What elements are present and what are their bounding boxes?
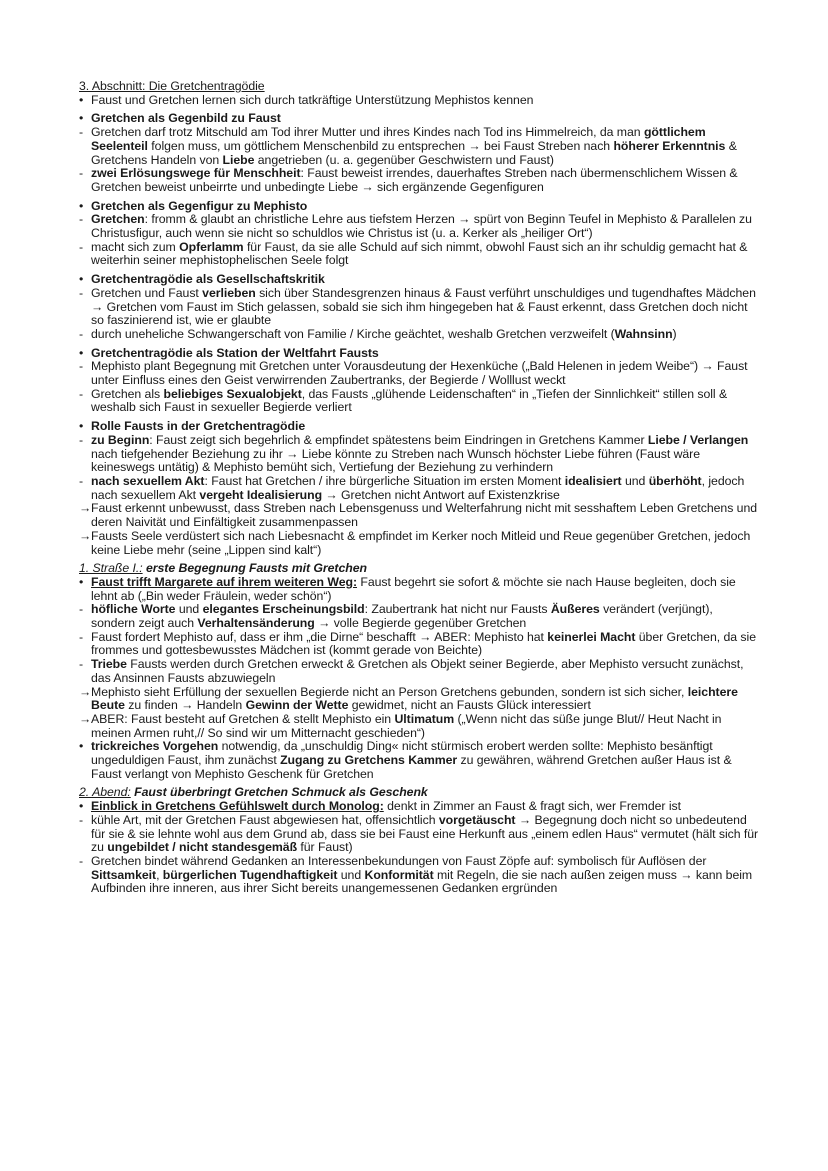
text-run: Einblick in Gretchens Gefühlswelt durch Monolog: [91, 799, 384, 814]
bullet-item [79, 740, 759, 781]
text-run: Gretchen und Faust [91, 285, 203, 300]
arrow-marker-icon: → [79, 711, 92, 726]
dash-item [79, 475, 759, 502]
text-run: bürgerlichen Tugendhaftigkeit [162, 867, 338, 882]
text-run: („Wenn nicht das süße junge Blut// Heut Nacht in meinen Armen ruht,// So sind wir um Mitternacht geschieden“) [91, 711, 722, 740]
bullet-marker-icon: • [79, 198, 84, 213]
text-run: über Gretchen, da sie frommes und gottesbewusstes Mädchen ist (kommt gerade von Beichte) [91, 629, 756, 658]
text-run: leichtere Beute [91, 684, 738, 713]
bullet-item [79, 800, 759, 814]
text-run: nach sexuellem Akt [91, 473, 205, 488]
dash-marker-icon: - [79, 657, 84, 672]
text-run: Liebe [222, 152, 255, 167]
dash-item [79, 434, 759, 475]
dash-item [79, 631, 759, 658]
text-run: Triebe [91, 657, 127, 672]
text-run: ) [672, 326, 677, 341]
text-run: Gretchen darf trotz Mitschuld am Tod ihrer Mutter und ihres Kindes nach Tod ins Himmelreich, da man [91, 125, 644, 140]
text-run: höherer Erkenntnis [613, 138, 726, 153]
dash-marker-icon: - [79, 166, 84, 181]
section-heading [79, 80, 759, 94]
dash-marker-icon: - [79, 285, 84, 300]
bullet-item [79, 273, 759, 287]
dash-marker-icon: - [79, 629, 84, 644]
bullet-item [79, 112, 759, 126]
text-run: Rolle Fausts in der Gretchentragödie [91, 419, 306, 434]
text-run: und [621, 473, 649, 488]
text-run: überhöht [648, 473, 702, 488]
text-run: Gretchen als Gegenbild zu Faust [91, 111, 281, 126]
text-run: : fromm & glaubt an christliche Lehre aus tiefstem Herzen → spürt von Beginn Teufel in Mephisto & Parallelen zu Christusfigur, auch wenn sie nicht so schuldlos wie Christus ist (u. a. Kerker als „heiliger Ort“) [91, 212, 752, 241]
text-run: Faust und Gretchen lernen sich durch tatkräftige Unterstützung Mephistos kennen [91, 92, 534, 107]
text-run: elegantes Erscheinungsbild [202, 602, 365, 617]
text-run: Ultimatum [394, 711, 455, 726]
dash-marker-icon: - [79, 812, 84, 827]
text-run: sich über Standesgrenzen hinaus & Faust verführt unschuldiges und tugendhaftes Mädchen → Gretchen vom Faust im Stich gelassen, sobald sie sich ihm hingegeben hat & Faust erkennt, dass Gretchen doch nicht so faszinierend ist, wie er glaubte [91, 285, 756, 328]
text-run: : Faust beweist irrendes, dauerhaftes Streben nach übermenschlichem Wissen & Gretchen beweist unbeirrte und unbedingte Liebe → sich ergänzende Gegenfiguren [91, 166, 738, 194]
bullet-item [79, 94, 759, 108]
dash-marker-icon: - [79, 212, 84, 227]
text-run: Faust überbringt Gretchen Schmuck als Geschenk [134, 785, 428, 800]
dash-item [79, 126, 759, 167]
text-run: → Begegnung doch nicht so unbedeutend für sie & sie lehnte wohl aus dem Grund ab, dass sie bei Faust eine Herkunft aus „einem edlen Haus“ vermutet (hält sich für zu [91, 812, 759, 855]
dash-marker-icon: - [79, 359, 84, 374]
text-run: und [337, 867, 365, 882]
dash-item [79, 388, 759, 415]
arrow-item [79, 686, 759, 713]
text-run: folgen muss, um göttlichem Menschenbild zu entsprechen → bei Faust Streben nach [147, 138, 614, 153]
text-run: zu gewähren, während Gretchen außer Haus ist & Faust verlangt von Mephisto Geschenk für Gretchen [91, 753, 732, 781]
text-run: macht sich zum [91, 239, 180, 254]
text-run: Sittsamkeit [91, 867, 157, 882]
text-run: beliebiges Sexualobjekt [163, 386, 302, 401]
text-run: notwendig, da „unschuldig Ding« nicht stürmisch erobert werden sollte: Mephisto besänftigt ungeduldigen Faust, ihm zunächst [91, 739, 713, 768]
text-run: vergeht Idealisierung [199, 487, 323, 502]
arrow-item [79, 502, 759, 529]
text-run: Mephisto sieht Erfüllung der sexuellen Begierde nicht an Person Gretchens gebunden, sondern ist sich sicher, [91, 684, 688, 699]
text-run: 1. Straße I.: [79, 561, 143, 576]
bullet-item [79, 420, 759, 434]
text-run: Äußeres [550, 602, 600, 617]
text-run: Faust erkennt unbewusst, dass Streben nach Lebensgenuss und Welterfahrung nicht mit sesshaftem Leben Gretchens und deren Naivität und Einfältigkeit zusammenpassen [91, 501, 758, 530]
dash-marker-icon: - [79, 125, 84, 140]
text-run: für Faust) [297, 840, 353, 855]
text-run: ungebildet / nicht standesgemäß [107, 840, 298, 855]
text-run: angetrieben (u. a. gegenüber Geschwistern und Faust) [254, 152, 554, 167]
arrow-marker-icon: → [79, 684, 92, 699]
bullet-item [79, 576, 759, 603]
text-run: zwei Erlösungswege für Menschheit [91, 166, 301, 181]
dash-item [79, 814, 759, 855]
dash-marker-icon: - [79, 473, 84, 488]
text-run: , jedoch nach sexuellem Akt [91, 473, 745, 502]
text-run: Gewinn der Wette [245, 698, 349, 713]
text-run: : Faust zeigt sich begehrlich & empfindet spätestens beim Eindringen in Gretchens Kammer [149, 432, 648, 447]
text-run: Faust fordert Mephisto auf, dass er ihm „die Dirne“ beschafft → ABER: Mephisto hat [91, 629, 548, 644]
text-run: Konformität [364, 867, 434, 882]
text-run: → Gretchen nicht Antwort auf Existenzkrise [322, 487, 560, 502]
text-run: durch uneheliche Schwangerschaft von Familie / Kirche geächtet, weshalb Gretchen verzweifelt ( [91, 326, 615, 341]
dash-item [79, 167, 759, 194]
arrow-item [79, 713, 759, 740]
text-run: göttlichem Seelenteil [91, 125, 706, 153]
text-run: keinerlei Macht [547, 629, 636, 644]
section-heading [79, 786, 759, 800]
dash-item [79, 658, 759, 685]
bullet-marker-icon: • [79, 272, 84, 287]
bullet-item [79, 347, 759, 361]
text-run: zu Beginn [91, 432, 150, 447]
text-run: Fausts werden durch Gretchen erweckt & Gretchen als Objekt seiner Begierde, aber Mephisto versucht zunächst, das Ansinnen Fausts abzuwiegeln [91, 657, 744, 685]
text-run: idealisiert [564, 473, 622, 488]
bullet-marker-icon: • [79, 419, 84, 434]
dash-marker-icon: - [79, 853, 84, 868]
text-run: nach tiefgehender Beziehung zu ihr → Liebe könnte zu Streben nach Wunsch höchster Liebe führen (Faust wäre keineswegs untätig) & Mephisto bemüht sich, Vertiefung der Beziehung zu verhindern [91, 446, 701, 475]
text-run: : Zaubertrank hat nicht nur Fausts [364, 602, 551, 617]
text-run: Gretchentragödie als Gesellschaftskritik [91, 272, 325, 287]
text-run: , das Fausts „glühende Leidenschaften“ in „Tiefen der Sinnlichkeit“ stillen soll & weshalb sich Faust in sexueller Begierde verliert [91, 386, 728, 415]
text-run: Gretchen [91, 212, 145, 227]
text-run: → volle Begierde gegenüber Gretchen [314, 616, 527, 631]
text-run: vorgetäuscht [438, 812, 516, 827]
text-run: Wahnsinn [614, 326, 673, 341]
text-run: zu finden → Handeln [124, 698, 246, 713]
text-run: Gretchen als [91, 386, 164, 401]
text-run: verändert (verjüngt), sondern zeigt auch [91, 602, 713, 631]
dash-marker-icon: - [79, 602, 84, 617]
text-run: höfliche Worte [91, 602, 176, 617]
text-run: Gretchen bindet während Gedanken an Interessenbekundungen von Faust Zöpfe auf: symbolisch für Auflösen der [91, 853, 707, 868]
bullet-marker-icon: • [79, 739, 84, 754]
text-run: kühle Art, mit der Gretchen Faust abgewiesen hat, offensichtlich [91, 812, 439, 827]
bullet-marker-icon: • [79, 111, 84, 126]
text-run: mit Regeln, die sie nach außen zeigen muss → kann beim Aufbinden ihre inneren, aus ihrer Sicht bereits unangemessenen Gedanken ergründen [91, 867, 753, 896]
dash-item [79, 287, 759, 328]
bullet-marker-icon: • [79, 799, 84, 814]
text-run: Gretchen als Gegenfigur zu Mephisto [91, 198, 308, 213]
dash-marker-icon: - [79, 239, 84, 254]
text-run: Fausts Seele verdüstert sich nach Liebesnacht & empfindet im Kerker noch Mitleid und Reue gegenüber Gretchen, jedoch keine Liebe mehr (seine „Lippen sind kalt“) [91, 528, 751, 557]
dash-item [79, 241, 759, 268]
bullet-marker-icon: • [79, 345, 84, 360]
text-run: Opferlamm [179, 239, 244, 254]
text-run: Gretchentragödie als Station der Weltfahrt Fausts [91, 345, 379, 360]
dash-marker-icon: - [79, 386, 84, 401]
arrow-item [79, 530, 759, 557]
text-run: 2. Abend: [79, 785, 131, 800]
section-heading [79, 562, 759, 576]
text-run: und [175, 602, 203, 617]
dash-marker-icon: - [79, 326, 84, 341]
text-run: Zugang zu Gretchens Kammer [280, 753, 458, 768]
text-run: Faust trifft Margarete auf ihrem weiteren Weg: [91, 574, 358, 589]
text-run: , [156, 867, 163, 882]
text-run: Mephisto plant Begegnung mit Gretchen unter Vorausdeutung der Hexenküche („Bald Helenen in jedem Weibe“) → Faust unter Einfluss eines den Geist verwirrenden Zaubertranks, der Begierde / Wolllust weckt [91, 359, 748, 388]
bullet-item [79, 200, 759, 214]
text-run: ABER: Faust besteht auf Gretchen & stellt Mephisto ein [91, 711, 395, 726]
text-run: gewidmet, nicht an Fausts Glück interessiert [348, 698, 591, 713]
dash-item [79, 603, 759, 630]
text-run: verlieben [202, 285, 256, 300]
arrow-marker-icon: → [79, 528, 92, 543]
text-run: erste Begegnung Fausts mit Gretchen [145, 561, 367, 576]
dash-item [79, 360, 759, 387]
document-page [79, 80, 759, 896]
dash-item [79, 328, 759, 342]
text-run: Faust begehrt sie sofort & möchte sie nach Hause begleiten, doch sie lehnt ab („Bin weder Fräulein, weder schön“) [91, 574, 736, 603]
bullet-marker-icon: • [79, 574, 84, 589]
text-run: für Faust, da sie alle Schuld auf sich nimmt, obwohl Faust sich an ihr schuldig gemacht hat & weiterhin seiner mephistophelischen Seele folgt [91, 239, 748, 268]
dash-item [79, 213, 759, 240]
dash-marker-icon: - [79, 432, 84, 447]
arrow-marker-icon: → [79, 501, 92, 516]
bullet-marker-icon: • [79, 92, 84, 107]
text-run: 3. Abschnitt: Die Gretchentragödie [79, 79, 265, 93]
text-run: & Gretchens Handeln von [91, 138, 737, 167]
text-run: : Faust hat Gretchen / ihre bürgerliche Situation im ersten Moment [204, 473, 565, 488]
text-run: denkt in Zimmer an Faust & fragt sich, wer Fremder ist [383, 799, 681, 814]
text-run: Verhaltensänderung [197, 616, 315, 631]
text-run: Liebe / Verlangen [647, 432, 749, 447]
dash-item [79, 855, 759, 896]
text-run: trickreiches Vorgehen [91, 739, 219, 754]
